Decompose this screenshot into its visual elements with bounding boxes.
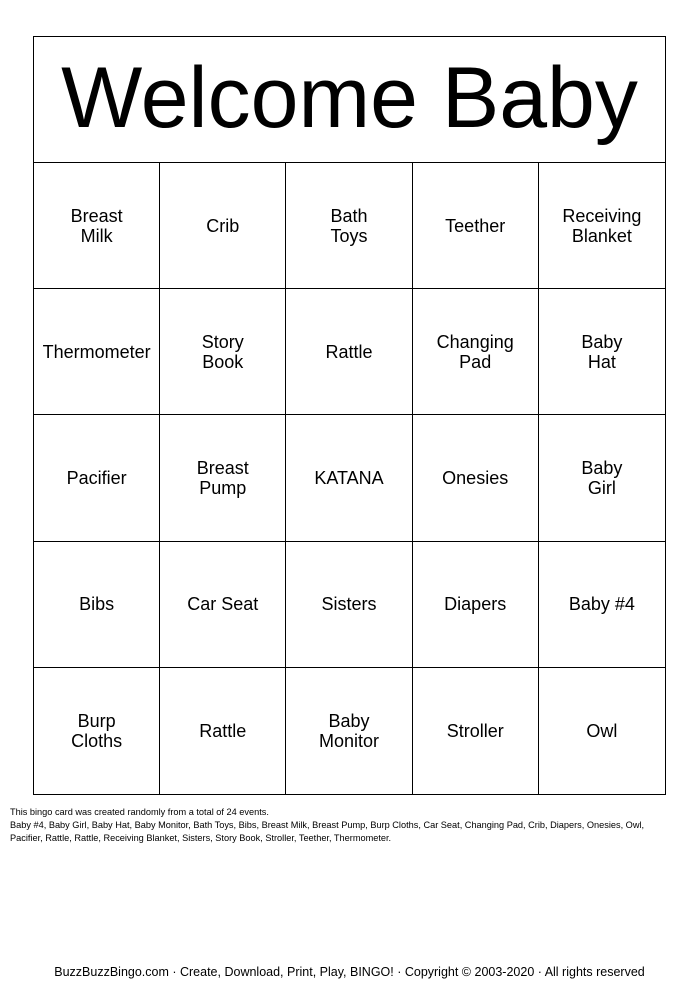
bingo-cell: Baby Hat: [539, 289, 665, 415]
bingo-cell: Changing Pad: [413, 289, 539, 415]
bingo-cell: Burp Cloths: [34, 668, 160, 794]
bingo-cell: Sisters: [286, 542, 412, 668]
bingo-cell: Car Seat: [160, 542, 286, 668]
bingo-cell: Baby Monitor: [286, 668, 412, 794]
bingo-cell: Teether: [413, 163, 539, 289]
bingo-card: [33, 36, 666, 795]
card-title: Welcome Baby: [34, 37, 665, 163]
bingo-cell: KATANA: [286, 415, 412, 541]
bingo-cell: Baby #4: [539, 542, 665, 668]
card-note: [10, 806, 670, 845]
note-event-list: Baby #4, Baby Girl, Baby Hat, Baby Monitor, Bath Toys, Bibs, Breast Milk, Breast Pump, Burp Cloths, Car Seat, Changing Pad, Crib, Diapers, Onesies, Owl, Pacifier, Rattle, Rattle, Receiving Blanket, Sisters, Story Book, Stroller, Teether, Thermometer.: [10, 820, 645, 843]
bingo-cell: Baby Girl: [539, 415, 665, 541]
bingo-cell: Rattle: [286, 289, 412, 415]
bingo-cell: Bath Toys: [286, 163, 412, 289]
bingo-cell: Breast Milk: [34, 163, 160, 289]
bingo-grid: [34, 163, 665, 794]
bingo-cell: Diapers: [413, 542, 539, 668]
bingo-cell: Story Book: [160, 289, 286, 415]
bingo-cell: Receiving Blanket: [539, 163, 665, 289]
bingo-cell: Breast Pump: [160, 415, 286, 541]
footer-copyright: BuzzBuzzBingo.com · Create, Download, Print, Play, BINGO! · Copyright © 2003-2020 · All rights reserved: [54, 965, 645, 979]
bingo-cell: Thermometer: [34, 289, 160, 415]
bingo-cell: Pacifier: [34, 415, 160, 541]
bingo-cell: Bibs: [34, 542, 160, 668]
note-summary: This bingo card was created randomly from a total of 24 events.: [10, 807, 269, 817]
bingo-cell: Crib: [160, 163, 286, 289]
bingo-cell: Owl: [586, 720, 618, 741]
bingo-cell: Rattle: [160, 668, 286, 794]
bingo-cell: Onesies: [413, 415, 539, 541]
bingo-cell: Stroller: [413, 668, 539, 794]
